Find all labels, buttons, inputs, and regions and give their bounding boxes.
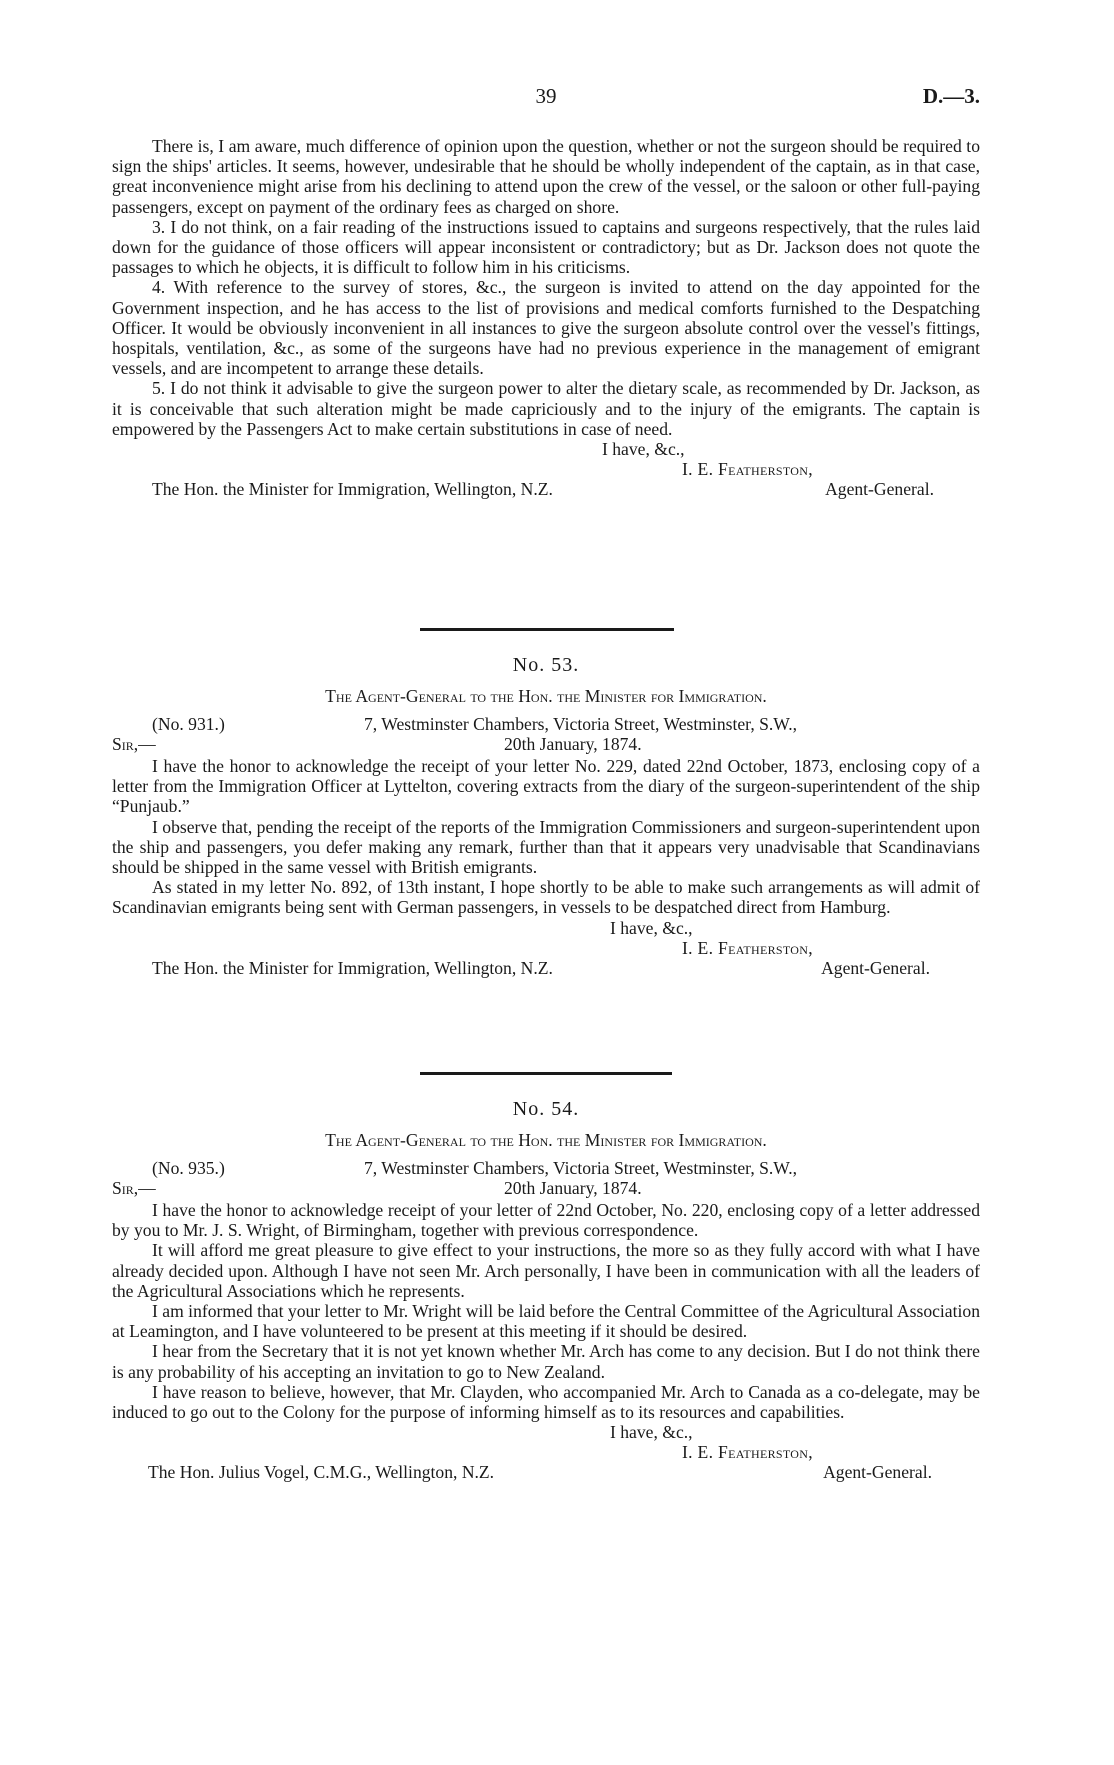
paragraph: It will afford me great pleasure to give effect to your instructions, the more so as they fully accord with what I have already decided upon. Although I have not seen Mr. Arch personally, I have been in communication with all the leaders of the Agricultural Associations which he represents. (112, 1240, 980, 1301)
signatory-name: I. E. Featherston, (682, 937, 813, 958)
paragraph: I have reason to believe, however, that Mr. Clayden, who accompanied Mr. Arch to Canada as a co-delegate, may be induced to go out to the Colony for the purpose of informing himself as to its resources and capabilities. (112, 1381, 980, 1423)
page-number: 39 (535, 84, 557, 108)
signature-block (112, 1422, 980, 1482)
reference-number: (No. 935.) (152, 1158, 225, 1178)
letter-53-body (112, 756, 980, 978)
sign-off: I have, &c., (610, 1422, 693, 1443)
signature-block (112, 918, 980, 978)
document-reference: D.—3. (922, 84, 980, 108)
page-header (112, 84, 980, 114)
letter-date: 20th January, 1874. (504, 734, 642, 754)
letter-date: 20th January, 1874. (504, 1178, 642, 1198)
paragraph: As stated in my letter No. 892, of 13th instant, I hope shortly to be able to make such arrangements as will admit of Scandinavian emigrants being sent with German passengers, in vessels to be despatched direct from Hamburg. (112, 877, 980, 918)
signatory-title: Agent-General. (821, 957, 930, 978)
signature-block (112, 439, 980, 499)
paragraph: I have the honor to acknowledge receipt of your letter of 22nd October, No. 220, enclosing copy of a letter addressed by you to Mr. J. S. Wright, of Birmingham, together with previous correspondence. (112, 1200, 980, 1241)
letter-heading: The Agent-General to the Hon. the Minister for Immigration. (325, 1130, 767, 1150)
salutation: Sir,— (112, 734, 156, 754)
paragraph: There is, I am aware, much difference of opinion upon the question, whether or not the surgeon should be required to sign the ships' articles. It seems, however, undesirable that he should be wholly independent of the captain, as in that case, great inconvenience might arise from his declining to attend upon the crew of the vessel, or the saloon or other full-paying passengers, except on payment of the ordinary fees as charged on shore. (112, 136, 980, 217)
letter-52-continuation (112, 136, 980, 499)
letter-reference-line (112, 1158, 980, 1200)
salutation: Sir,— (112, 1178, 156, 1198)
addressee: The Hon. the Minister for Immigration, Wellington, N.Z. (152, 957, 553, 978)
letter-54-body (112, 1200, 980, 1482)
signatory-name: I. E. Featherston, (682, 459, 813, 480)
paragraph: 5. I do not think it advisable to give the surgeon power to alter the dietary scale, as recommended by Dr. Jackson, as it is conceivable that such alteration might be made capriciously and to the injury of the emigrants. The captain is empowered by the Passengers Act to make certain substitutions in case of need. (112, 378, 980, 439)
letter-number: No. 54. (512, 1098, 580, 1120)
signatory-title: Agent-General. (823, 1462, 932, 1483)
letter-reference-line (112, 714, 980, 756)
paragraph: 4. With reference to the survey of stores, &c., the surgeon is invited to attend on the day appointed for the Government inspection, and he has access to the list of provisions and medical comforts furnished to the Despatching Officer. It would be obviously inconvenient in all instances to give the surgeon absolute control over the vessel's fittings, hospitals, ventilation, &c., as some of the surgeons have had no previous experience in the management of emigrant vessels, and are incompetent to arrange these details. (112, 277, 980, 379)
reference-number: (No. 931.) (152, 714, 225, 734)
paragraph: I am informed that your letter to Mr. Wright will be laid before the Central Committee of the Agricultural Association at Leamington, and I have volunteered to be present at this meeting if it should be desired. (112, 1301, 980, 1342)
section-divider (420, 1072, 672, 1075)
paragraph: 3. I do not think, on a fair reading of the instructions issued to captains and surgeons respectively, that the rules laid down for the guidance of those officers will appear inconsistent or contradictory; but as Dr. Jackson does not quote the passages to which he objects, it is difficult to follow him in his criticisms. (112, 216, 980, 278)
letter-heading: The Agent-General to the Hon. the Minister for Immigration. (325, 686, 767, 706)
addressee: The Hon. Julius Vogel, C.M.G., Wellington, N.Z. (148, 1462, 495, 1483)
sender-address: 7, Westminster Chambers, Victoria Street, Westminster, S.W., (364, 1158, 798, 1178)
addressee: The Hon. the Minister for Immigration, Wellington, N.Z. (152, 479, 553, 500)
signatory-name: I. E. Featherston, (682, 1442, 813, 1463)
sign-off: I have, &c., (602, 439, 685, 460)
paragraph: I observe that, pending the receipt of the reports of the Immigration Commissioners and surgeon-superintendent upon the ship and passengers, you defer making any remark, further than that it appears very unadvisable that Scandinavians should be shipped in the same vessel with British emigrants. (112, 816, 980, 878)
section-divider (420, 628, 674, 631)
paragraph: I have the honor to acknowledge the receipt of your letter No. 229, dated 22nd October, 1873, enclosing copy of a letter from the Immigration Officer at Lyttelton, covering extracts from the diary of the surgeon-superintendent of the ship “Punjaub.” (112, 756, 980, 817)
paragraph: I hear from the Secretary that it is not yet known whether Mr. Arch has come to any decision. But I do not think there is any probability of his accepting an invitation to go to New Zealand. (112, 1341, 980, 1382)
sign-off: I have, &c., (610, 917, 693, 938)
letter-number: No. 53. (512, 654, 580, 676)
sender-address: 7, Westminster Chambers, Victoria Street, Westminster, S.W., (364, 714, 798, 734)
signatory-title: Agent-General. (825, 479, 934, 500)
